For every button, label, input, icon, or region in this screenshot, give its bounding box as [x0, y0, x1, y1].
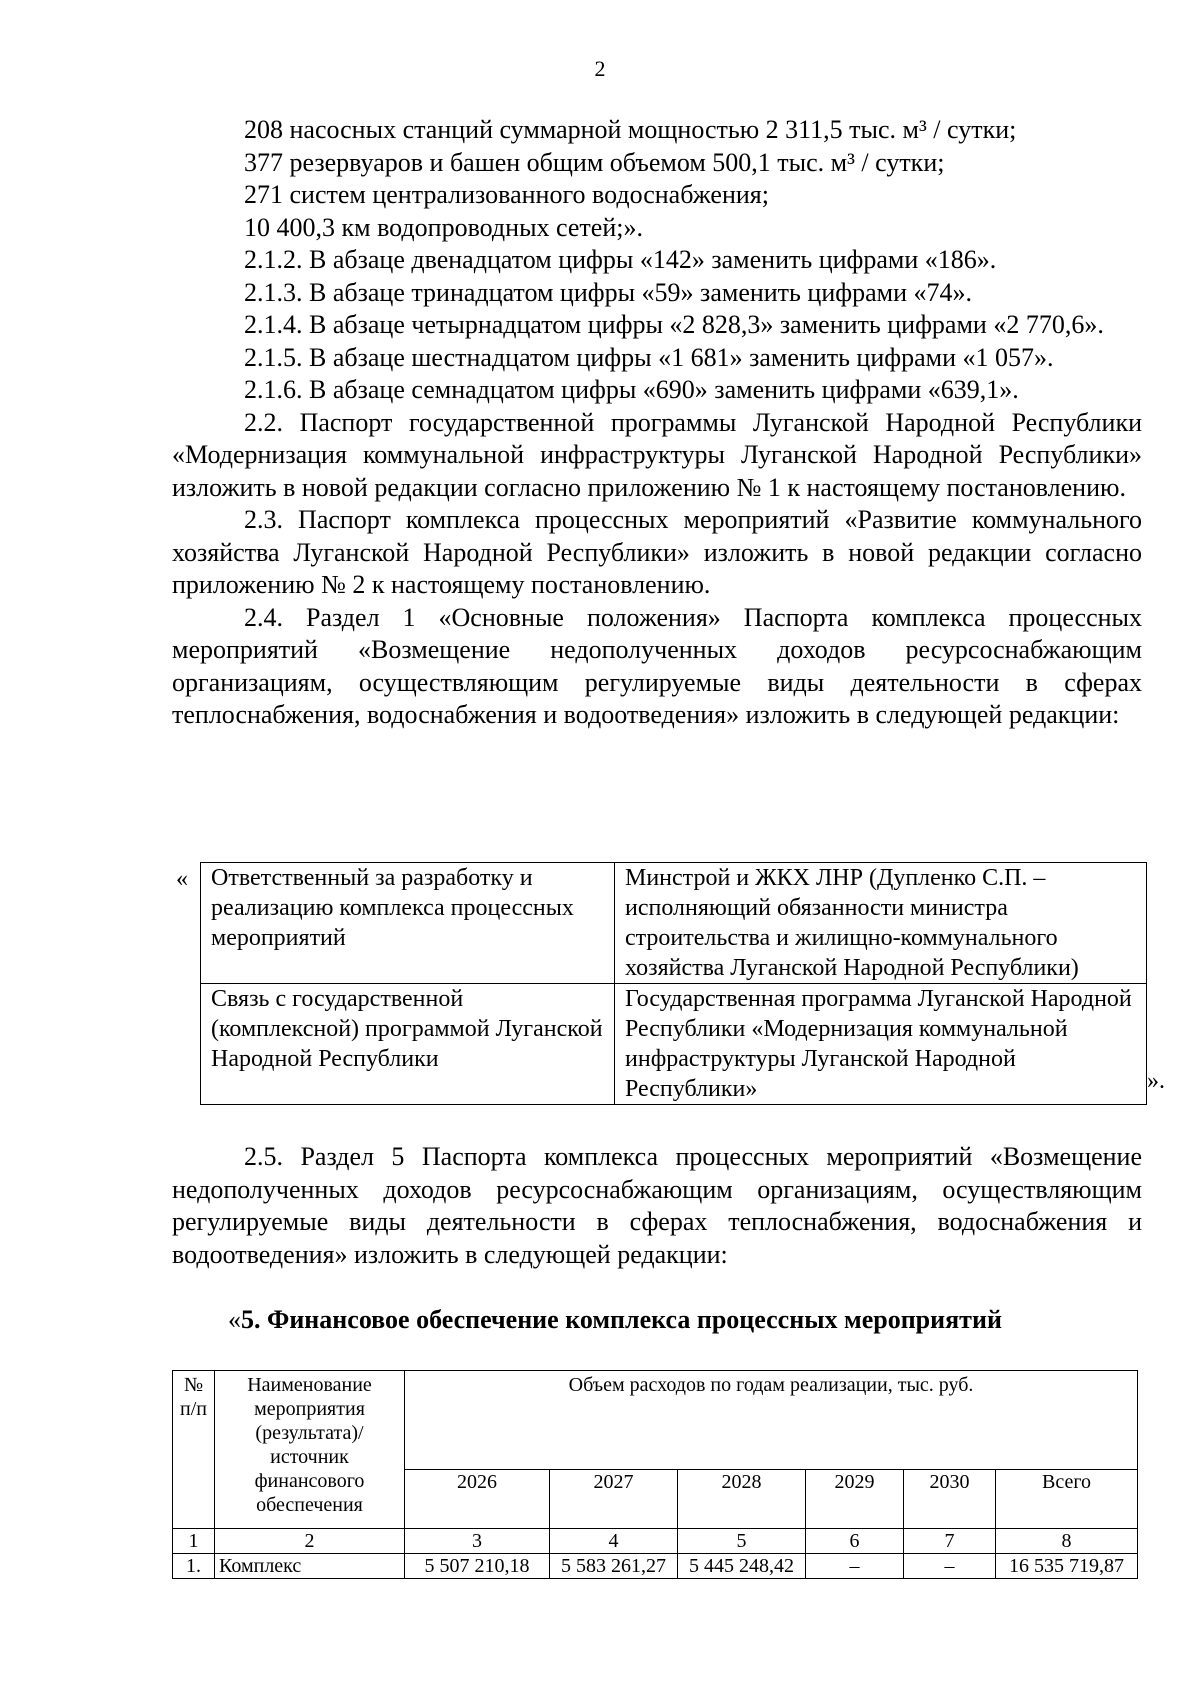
- row-value: –: [904, 1554, 996, 1579]
- paragraph: 2.1.3. В абзаце тринадцатом цифры «59» заменить цифрами «74».: [244, 277, 972, 307]
- row-value: 5 583 261,27: [550, 1554, 678, 1579]
- table-row: [201, 863, 1147, 984]
- index-cell: 8: [996, 1529, 1138, 1554]
- header-num: № п/п: [173, 1371, 215, 1529]
- page-number: 2: [594, 56, 606, 81]
- paragraph: 271 систем централизованного водоснабжения;: [244, 180, 769, 209]
- index-cell: 1: [173, 1529, 215, 1554]
- table-cell-value: Минстрой и ЖКХ ЛНР (Дупленко С.П. – исполняющий обязанности министра строительства и жилищно-коммунального хозяйства Луганской Народной Республики): [615, 863, 1147, 984]
- section-title-text: 5. Финансовое обеспечение комплекса процессных мероприятий: [241, 1305, 1002, 1334]
- table-close-quote: ».: [1147, 1068, 1165, 1094]
- finance-table: [172, 1370, 1138, 1579]
- index-cell: 4: [550, 1529, 678, 1554]
- section-title-quote: «: [228, 1305, 241, 1334]
- table-row: [173, 1554, 1138, 1579]
- body-text-2: [172, 1141, 1142, 1271]
- index-cell: 6: [806, 1529, 904, 1554]
- header-year: 2029: [806, 1470, 904, 1529]
- row-num: 1.: [173, 1554, 215, 1579]
- table-index-row: [173, 1529, 1138, 1554]
- table-header-row: [173, 1371, 1138, 1470]
- paragraph: 377 резервуаров и башен общим объемом 500,1 тыс. м³ / сутки;: [244, 147, 945, 177]
- body-text: [172, 114, 1142, 732]
- section-title: [228, 1305, 1002, 1335]
- paragraph: 2.4. Раздел 1 «Основные положения» Паспорта комплекса процессных мероприятий «Возмещение недополученных доходов ресурсоснабжающим организациям, осуществляющим регулируемые виды деятельности в сферах теплоснабжения, водоснабжения и водоотведения» изложить в следующей редакции:: [172, 602, 1142, 729]
- paragraph: 10 400,3 км водопроводных сетей;».: [244, 212, 643, 242]
- table-cell-label: Связь с государственной (комплексной) программой Луганской Народной Республики: [201, 984, 615, 1105]
- paragraph: 208 насосных станций суммарной мощностью 2 311,5 тыс. м³ / сутки;: [244, 115, 1017, 144]
- row-value: 5 445 248,42: [678, 1554, 806, 1579]
- index-cell: 5: [678, 1529, 806, 1554]
- header-year: 2028: [678, 1470, 806, 1529]
- row-name: Комплекс: [215, 1554, 405, 1579]
- header-name: Наименование мероприятия (результата)/ источник финансового обеспечения: [215, 1371, 405, 1529]
- table-row: [201, 984, 1147, 1105]
- index-cell: 3: [405, 1529, 550, 1554]
- paragraph: 2.3. Паспорт комплекса процессных мероприятий «Развитие коммунального хозяйства Луганской Народной Республики» изложить в новой редакции согласно приложению № 2 к настоящему постановлению.: [172, 505, 1142, 599]
- header-group: Объем расходов по годам реализации, тыс. руб.: [405, 1371, 1138, 1470]
- index-cell: 7: [904, 1529, 996, 1554]
- row-value: –: [806, 1554, 904, 1579]
- responsibility-table: [200, 862, 1147, 1105]
- paragraph: 2.1.5. В абзаце шестнадцатом цифры «1 681» заменить цифрами «1 057».: [244, 342, 1054, 372]
- header-year: 2027: [550, 1470, 678, 1529]
- table-open-quote: «: [176, 866, 188, 892]
- paragraph: 2.5. Раздел 5 Паспорта комплекса процессных мероприятий «Возмещение недополученных доходов ресурсоснабжающим организациям, осуществляющим регулируемые виды деятельности в сферах теплоснабжения, водоснабжения и водоотведения» изложить в следующей редакции:: [172, 1142, 1142, 1269]
- paragraph: 2.1.2. В абзаце двенадцатом цифры «142» заменить цифрами «186».: [244, 245, 997, 274]
- paragraph: 2.1.6. В абзаце семнадцатом цифры «690» заменить цифрами «639,1».: [244, 375, 1019, 404]
- index-cell: 2: [215, 1529, 405, 1554]
- header-total: Всего: [996, 1470, 1138, 1529]
- table-cell-label: Ответственный за разработку и реализацию комплекса процессных мероприятий: [201, 863, 615, 984]
- table-cell-value: Государственная программа Луганской Народной Республики «Модернизация коммунальной инфраструктуры Луганской Народной Республики»: [615, 984, 1147, 1105]
- paragraph: 2.1.4. В абзаце четырнадцатом цифры «2 828,3» заменить цифрами «2 770,6».: [244, 310, 1104, 339]
- header-year: 2026: [405, 1470, 550, 1529]
- row-value: 5 507 210,18: [405, 1554, 550, 1579]
- header-year: 2030: [904, 1470, 996, 1529]
- row-total: 16 535 719,87: [996, 1554, 1138, 1579]
- paragraph: 2.2. Паспорт государственной программы Луганской Народной Республики «Модернизация коммунальной инфраструктуры Луганской Народной Республики» изложить в новой редакции согласно приложению № 1 к настоящему постановлению.: [172, 407, 1142, 502]
